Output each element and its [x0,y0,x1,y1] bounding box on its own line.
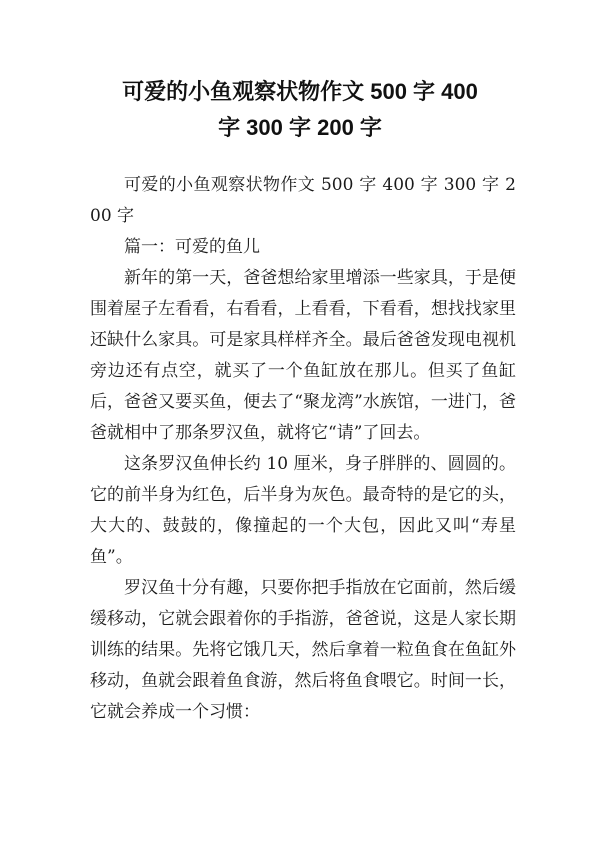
title-line-1: 可爱的小鱼观察状物作文 500 字 400 [122,79,478,104]
title-line-2: 字 300 字 200 字 [218,115,382,140]
paragraph: 罗汉鱼十分有趣，只要你把手指放在它面前，然后缓缓移动，它就会跟着你的手指游，爸爸说，这是人家长期训练的结果。先将它饿几天，然后拿着一粒鱼食在鱼缸外移动，鱼就会跟着鱼食游，然后将鱼食喂它。时间一长，它就会养成一个习惯： [90,578,516,722]
paragraph: 这条罗汉鱼伸长约 10 厘米，身子胖胖的、圆圆的。它的前半身为红色，后半身为灰色。最奇特的是它的头，大大的、鼓鼓的，像撞起的一个大包，因此又叫“寿星鱼”。 [90,454,516,567]
paragraph-subtitle: 可爱的小鱼观察状物作文 500 字 400 字 300 字 200 字 [90,175,516,226]
paragraph: 新年的第一天，爸爸想给家里增添一些家具，于是便围着屋子左看看，右看看，上看看，下看看，想找找家里还缺什么家具。可是家具样样齐全。最后爸爸发现电视机旁边还有点空，就买了一个鱼缸放在那儿。但买了鱼缸后，爸爸又要买鱼，便去了“聚龙湾”水族馆，一进门，爸爸就相中了那条罗汉鱼，就将它“请”了回去。 [90,268,516,443]
paragraph-chapter-heading: 篇一：可爱的鱼儿 [124,237,260,257]
document-body [90,170,516,728]
document-title [60,74,540,146]
